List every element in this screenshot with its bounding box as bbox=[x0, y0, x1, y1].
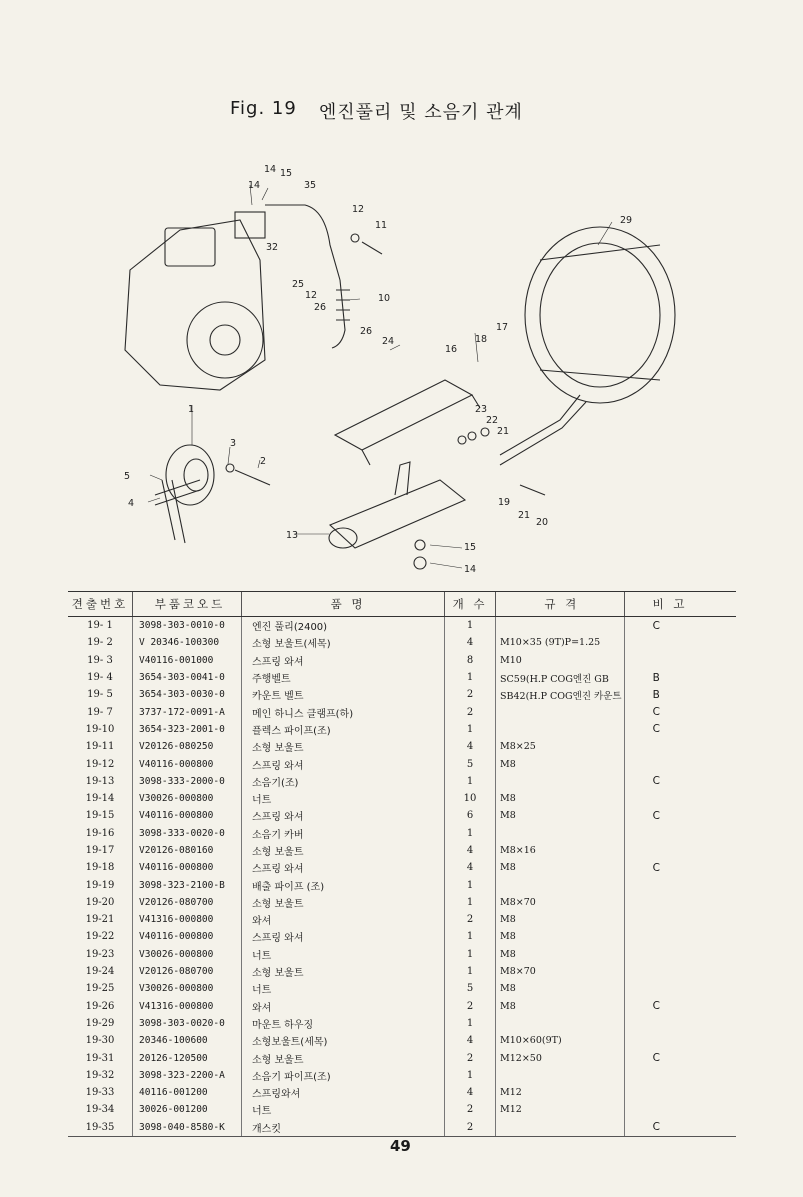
remarks-cell: C bbox=[624, 859, 736, 876]
callout-label: 14 bbox=[464, 564, 477, 575]
callout-label: 19 bbox=[498, 497, 511, 508]
callout-label: 2 bbox=[260, 456, 267, 467]
table-row bbox=[68, 998, 736, 1015]
table-row bbox=[68, 825, 736, 842]
ref-no-cell: 19-14 bbox=[85, 793, 115, 805]
callout-label: 26 bbox=[360, 326, 373, 337]
part-name-cell: 너트 bbox=[242, 946, 445, 963]
engine-top-box bbox=[165, 228, 215, 266]
ref-no-cell: 19-15 bbox=[85, 810, 115, 822]
figure-number: Fig. 19 bbox=[230, 98, 297, 119]
callout-label: 12 bbox=[305, 290, 318, 301]
table-row bbox=[68, 946, 736, 963]
ref-no-cell: 19-21 bbox=[85, 914, 115, 926]
part-code-cell: V20126-080160 bbox=[133, 842, 242, 859]
quantity-cell: 4 bbox=[445, 738, 496, 755]
ref-no-cell: 19-16 bbox=[85, 827, 115, 839]
callout-label: 29 bbox=[620, 215, 633, 226]
quantity-cell: 4 bbox=[445, 1032, 496, 1049]
callout-label: 15 bbox=[280, 168, 293, 179]
part-name-cell: 개스킷 bbox=[242, 1119, 445, 1137]
callout-label: 3 bbox=[230, 438, 237, 449]
pulley-19-1 bbox=[166, 445, 214, 505]
spec-cell: SB42(H.P COG엔진 카운트 bbox=[496, 686, 625, 703]
spec-cell bbox=[496, 617, 625, 635]
part-name-cell: 스프링 와셔 bbox=[242, 652, 445, 669]
ref-no-cell: 19- 1 bbox=[87, 620, 113, 632]
quantity-cell: 6 bbox=[445, 807, 496, 824]
part-name-cell: 스프링 와셔 bbox=[242, 859, 445, 876]
ref-no-cell: 19-32 bbox=[85, 1069, 115, 1081]
part-name-cell: 스프링 와셔 bbox=[242, 755, 445, 772]
callout-label: 16 bbox=[445, 344, 458, 355]
table-row bbox=[68, 755, 736, 772]
callout-label: 17 bbox=[496, 322, 509, 333]
col-part-code: 부품코오드 bbox=[133, 592, 242, 617]
callout-label: 21 bbox=[497, 426, 510, 437]
part-name-cell: 소형 보울트 bbox=[242, 842, 445, 859]
table-row bbox=[68, 963, 736, 980]
remarks-cell: B bbox=[624, 686, 736, 703]
ref-no-cell: 19-25 bbox=[85, 983, 115, 995]
remarks-cell bbox=[624, 738, 736, 755]
spec-cell: M8 bbox=[496, 911, 625, 928]
quantity-cell: 1 bbox=[445, 721, 496, 738]
callout-label: 1 bbox=[188, 404, 195, 415]
spec-cell: M10 bbox=[496, 652, 625, 669]
exploded-parts-diagram bbox=[100, 150, 720, 590]
callout-label: 35 bbox=[304, 180, 317, 191]
col-remarks: 비 고 bbox=[624, 592, 736, 617]
callout-label: 23 bbox=[475, 404, 488, 415]
part-code-cell: 3098-333-2000-0 bbox=[133, 773, 242, 790]
table-row bbox=[68, 721, 736, 738]
part-code-cell: V20126-080250 bbox=[133, 738, 242, 755]
ref-no-cell: 19- 7 bbox=[87, 706, 113, 718]
spec-cell: M8×25 bbox=[496, 738, 625, 755]
ref-no-cell: 19-18 bbox=[85, 862, 115, 874]
spec-cell: M8×70 bbox=[496, 963, 625, 980]
quantity-cell: 8 bbox=[445, 652, 496, 669]
quantity-cell: 1 bbox=[445, 773, 496, 790]
spec-cell: M10×60(9T) bbox=[496, 1032, 625, 1049]
part-name-cell: 주행벨트 bbox=[242, 669, 445, 686]
part-name-cell: 소음기 파이프(조) bbox=[242, 1067, 445, 1084]
spec-cell: M8 bbox=[496, 928, 625, 945]
exhaust-pipe bbox=[500, 395, 580, 455]
quantity-cell: 1 bbox=[445, 876, 496, 893]
table-row bbox=[68, 1032, 736, 1049]
callout-label: 22 bbox=[486, 415, 499, 426]
ref-no-cell: 19-11 bbox=[85, 741, 115, 753]
figure-heading: 엔진풀리 및 소음기 관계 bbox=[318, 102, 523, 123]
part-code-cell: 30026-001200 bbox=[133, 1101, 242, 1118]
engine-pulley-outer bbox=[187, 302, 263, 378]
ref-no-cell: 19-12 bbox=[85, 758, 115, 770]
table-row bbox=[68, 686, 736, 703]
quantity-cell: 2 bbox=[445, 703, 496, 720]
remarks-cell bbox=[624, 894, 736, 911]
col-ref-no: 견출번호 bbox=[68, 592, 133, 617]
remarks-cell: C bbox=[624, 617, 736, 635]
remarks-cell bbox=[624, 1067, 736, 1084]
part-code-cell: V40116-000800 bbox=[133, 807, 242, 824]
muffler-body bbox=[330, 480, 465, 548]
quantity-cell: 4 bbox=[445, 859, 496, 876]
part-code-cell: V41316-000800 bbox=[133, 911, 242, 928]
spec-cell: M8 bbox=[496, 980, 625, 997]
callout-label: 26 bbox=[314, 302, 327, 313]
table-row bbox=[68, 1101, 736, 1118]
part-code-cell: 3098-323-2200-A bbox=[133, 1067, 242, 1084]
callout-label: 14 bbox=[248, 180, 261, 191]
part-name-cell: 소형 보울트 bbox=[242, 738, 445, 755]
quantity-cell: 2 bbox=[445, 1119, 496, 1137]
remarks-cell: C bbox=[624, 1119, 736, 1137]
spec-cell: M8 bbox=[496, 790, 625, 807]
spec-cell: M8×70 bbox=[496, 894, 625, 911]
spec-cell: M12 bbox=[496, 1084, 625, 1101]
ref-no-cell: 19-10 bbox=[85, 723, 115, 735]
callout-label: 5 bbox=[124, 471, 131, 482]
col-quantity: 개 수 bbox=[445, 592, 496, 617]
part-name-cell: 엔진 풀리(2400) bbox=[242, 617, 445, 635]
page-number: 49 bbox=[390, 1137, 411, 1155]
table-row bbox=[68, 859, 736, 876]
remarks-cell bbox=[624, 842, 736, 859]
quantity-cell: 1 bbox=[445, 617, 496, 635]
callout-label: 11 bbox=[375, 220, 388, 231]
table-row bbox=[68, 1119, 736, 1137]
part-code-cell: 40116-001200 bbox=[133, 1084, 242, 1101]
part-code-cell: 3098-303-0020-0 bbox=[133, 1015, 242, 1032]
spec-cell: M8 bbox=[496, 859, 625, 876]
ref-no-cell: 19-35 bbox=[68, 1119, 133, 1137]
spec-cell bbox=[496, 1015, 625, 1032]
part-name-cell: 너트 bbox=[242, 980, 445, 997]
part-code-cell: V30026-000800 bbox=[133, 790, 242, 807]
remarks-cell: C bbox=[624, 703, 736, 720]
part-name-cell: 메인 하니스 클램프(하) bbox=[242, 703, 445, 720]
remarks-cell bbox=[624, 1032, 736, 1049]
remarks-cell bbox=[624, 755, 736, 772]
part-code-cell: 3098-040-8580-K bbox=[133, 1119, 242, 1137]
quantity-cell: 4 bbox=[445, 634, 496, 651]
part-name-cell: 와셔 bbox=[242, 911, 445, 928]
spec-cell: M12×50 bbox=[496, 1049, 625, 1066]
muffler-cover bbox=[335, 380, 472, 450]
ref-no-cell: 19- 5 bbox=[87, 689, 113, 701]
ref-no-cell: 19-33 bbox=[85, 1087, 115, 1099]
quantity-cell: 5 bbox=[445, 755, 496, 772]
table-row bbox=[68, 980, 736, 997]
part-name-cell: 너트 bbox=[242, 1101, 445, 1118]
spec-cell: M8 bbox=[496, 807, 625, 824]
remarks-cell bbox=[624, 825, 736, 842]
ref-no-cell: 19-29 bbox=[85, 1017, 115, 1029]
part-code-cell: 3654-303-0041-0 bbox=[133, 669, 242, 686]
table-row bbox=[68, 876, 736, 893]
ref-no-cell: 19-34 bbox=[85, 1104, 115, 1116]
part-code-cell: V 20346-100300 bbox=[133, 634, 242, 651]
ref-no-cell: 19-30 bbox=[85, 1035, 115, 1047]
part-code-cell: V20126-080700 bbox=[133, 963, 242, 980]
remarks-cell bbox=[624, 876, 736, 893]
remarks-cell bbox=[624, 1084, 736, 1101]
parts-table-header bbox=[68, 592, 736, 617]
remarks-cell bbox=[624, 980, 736, 997]
ref-no-cell: 19-24 bbox=[85, 966, 115, 978]
remarks-cell bbox=[624, 652, 736, 669]
quantity-cell: 2 bbox=[445, 1049, 496, 1066]
spec-cell bbox=[496, 876, 625, 893]
part-code-cell: 3098-333-0020-0 bbox=[133, 825, 242, 842]
spec-cell: M8×16 bbox=[496, 842, 625, 859]
table-row bbox=[68, 669, 736, 686]
belt-19-4 bbox=[162, 480, 185, 543]
quantity-cell: 1 bbox=[445, 894, 496, 911]
part-code-cell: V30026-000800 bbox=[133, 980, 242, 997]
quantity-cell: 5 bbox=[445, 980, 496, 997]
part-code-cell: V30026-000800 bbox=[133, 946, 242, 963]
part-name-cell: 소형 보울트(세목) bbox=[242, 634, 445, 651]
ref-no-cell: 19-26 bbox=[85, 1000, 115, 1012]
spec-cell: M10×35 (9T)P=1.25 bbox=[496, 634, 625, 651]
quantity-cell: 1 bbox=[445, 946, 496, 963]
mount-housing bbox=[525, 227, 675, 403]
table-row bbox=[68, 617, 736, 635]
spec-cell bbox=[496, 721, 625, 738]
bolt-11 bbox=[362, 242, 382, 254]
part-code-cell: 3737-172-0091-A bbox=[133, 703, 242, 720]
remarks-cell bbox=[624, 634, 736, 651]
part-name-cell: 스프링 와셔 bbox=[242, 807, 445, 824]
quantity-cell: 1 bbox=[445, 928, 496, 945]
part-name-cell: 플렉스 파이프(조) bbox=[242, 721, 445, 738]
remarks-cell: C bbox=[624, 998, 736, 1015]
callout-label: 13 bbox=[286, 530, 299, 541]
callout-label: 12 bbox=[352, 204, 365, 215]
table-row bbox=[68, 634, 736, 651]
spec-cell bbox=[496, 773, 625, 790]
quantity-cell: 1 bbox=[445, 1067, 496, 1084]
part-name-cell: 마운트 하우징 bbox=[242, 1015, 445, 1032]
table-row bbox=[68, 790, 736, 807]
table-row bbox=[68, 894, 736, 911]
part-name-cell: 와셔 bbox=[242, 998, 445, 1015]
callout-label: 24 bbox=[382, 336, 395, 347]
spec-cell bbox=[496, 1119, 625, 1137]
callout-label: 14 bbox=[264, 164, 277, 175]
remarks-cell: B bbox=[624, 669, 736, 686]
muffler-inlet bbox=[395, 462, 410, 495]
part-name-cell: 스프링 와셔 bbox=[242, 928, 445, 945]
spec-cell: M8 bbox=[496, 946, 625, 963]
col-part-name: 품 명 bbox=[242, 592, 445, 617]
callout-label: 25 bbox=[292, 279, 305, 290]
col-spec: 규 격 bbox=[496, 592, 625, 617]
parts-table-body bbox=[68, 617, 736, 1137]
part-code-cell: 3098-323-2100-B bbox=[133, 876, 242, 893]
quantity-cell: 4 bbox=[445, 842, 496, 859]
remarks-cell bbox=[624, 1101, 736, 1118]
table-row bbox=[68, 842, 736, 859]
part-name-cell: 소형보울트(세목) bbox=[242, 1032, 445, 1049]
quantity-cell: 1 bbox=[445, 963, 496, 980]
quantity-cell: 10 bbox=[445, 790, 496, 807]
part-code-cell: V40116-000800 bbox=[133, 928, 242, 945]
bolt-19-2 bbox=[235, 470, 270, 485]
callout-label: 10 bbox=[378, 293, 391, 304]
part-code-cell: 20346-100600 bbox=[133, 1032, 242, 1049]
remarks-cell bbox=[624, 963, 736, 980]
remarks-cell: C bbox=[624, 1049, 736, 1066]
part-code-cell: 3654-323-2001-0 bbox=[133, 721, 242, 738]
part-code-cell: 3098-303-0010-0 bbox=[133, 617, 242, 635]
part-name-cell: 소음기(조) bbox=[242, 773, 445, 790]
spec-cell: M8 bbox=[496, 755, 625, 772]
spec-cell bbox=[496, 1067, 625, 1084]
part-name-cell: 소형 보울트 bbox=[242, 963, 445, 980]
part-name-cell: 배출 파이프 (조) bbox=[242, 876, 445, 893]
ref-no-cell: 19-13 bbox=[85, 775, 115, 787]
part-code-cell: V40116-001000 bbox=[133, 652, 242, 669]
table-row bbox=[68, 928, 736, 945]
part-code-cell: V40116-000800 bbox=[133, 859, 242, 876]
callout-label: 18 bbox=[475, 334, 488, 345]
callout-label: 21 bbox=[518, 510, 531, 521]
part-code-cell: 20126-120500 bbox=[133, 1049, 242, 1066]
remarks-cell: C bbox=[624, 721, 736, 738]
part-name-cell: 소형 보울트 bbox=[242, 1049, 445, 1066]
ref-no-cell: 19- 3 bbox=[87, 654, 113, 666]
spec-cell: M8 bbox=[496, 998, 625, 1015]
table-row bbox=[68, 911, 736, 928]
table-row bbox=[68, 773, 736, 790]
quantity-cell: 2 bbox=[445, 998, 496, 1015]
callout-label: 15 bbox=[464, 542, 477, 553]
table-row bbox=[68, 1084, 736, 1101]
remarks-cell: C bbox=[624, 773, 736, 790]
remarks-cell: C bbox=[624, 807, 736, 824]
table-row bbox=[68, 1049, 736, 1066]
quantity-cell: 2 bbox=[445, 686, 496, 703]
ref-no-cell: 19-31 bbox=[85, 1052, 115, 1064]
ref-no-cell: 19-23 bbox=[85, 948, 115, 960]
table-row bbox=[68, 807, 736, 824]
callout-label: 32 bbox=[266, 242, 279, 253]
parts-table bbox=[68, 591, 736, 1137]
table-row bbox=[68, 1067, 736, 1084]
remarks-cell bbox=[624, 946, 736, 963]
table-row bbox=[68, 703, 736, 720]
table-row bbox=[68, 1015, 736, 1032]
remarks-cell bbox=[624, 790, 736, 807]
part-name-cell: 카운트 벨트 bbox=[242, 686, 445, 703]
ref-no-cell: 19- 4 bbox=[87, 672, 113, 684]
spec-cell bbox=[496, 703, 625, 720]
remarks-cell bbox=[624, 911, 736, 928]
figure-title bbox=[230, 98, 523, 124]
part-code-cell: V20126-080700 bbox=[133, 894, 242, 911]
quantity-cell: 2 bbox=[445, 1101, 496, 1118]
quantity-cell: 4 bbox=[445, 1084, 496, 1101]
spec-cell bbox=[496, 825, 625, 842]
callout-label: 20 bbox=[536, 517, 549, 528]
part-name-cell: 스프링와셔 bbox=[242, 1084, 445, 1101]
part-name-cell: 너트 bbox=[242, 790, 445, 807]
quantity-cell: 1 bbox=[445, 669, 496, 686]
ref-no-cell: 19-19 bbox=[85, 879, 115, 891]
table-row bbox=[68, 738, 736, 755]
manifold-flange bbox=[235, 212, 265, 238]
engine-block bbox=[125, 220, 265, 390]
remarks-cell bbox=[624, 928, 736, 945]
table-row bbox=[68, 652, 736, 669]
callout-label: 4 bbox=[128, 498, 135, 509]
ref-no-cell: 19-20 bbox=[85, 896, 115, 908]
part-code-cell: V41316-000800 bbox=[133, 998, 242, 1015]
spec-cell: M12 bbox=[496, 1101, 625, 1118]
remarks-cell bbox=[624, 1015, 736, 1032]
part-name-cell: 소음기 카버 bbox=[242, 825, 445, 842]
ref-no-cell: 19-22 bbox=[85, 931, 115, 943]
ref-no-cell: 19-17 bbox=[85, 845, 115, 856]
part-code-cell: V40116-000800 bbox=[133, 755, 242, 772]
part-name-cell: 소형 보울트 bbox=[242, 894, 445, 911]
quantity-cell: 1 bbox=[445, 825, 496, 842]
ref-no-cell: 19- 2 bbox=[87, 637, 113, 649]
quantity-cell: 2 bbox=[445, 911, 496, 928]
part-code-cell: 3654-303-0030-0 bbox=[133, 686, 242, 703]
spec-cell: SC59(H.P COG엔진 GB bbox=[496, 669, 625, 686]
engine-pulley-inner bbox=[210, 325, 240, 355]
quantity-cell: 1 bbox=[445, 1015, 496, 1032]
